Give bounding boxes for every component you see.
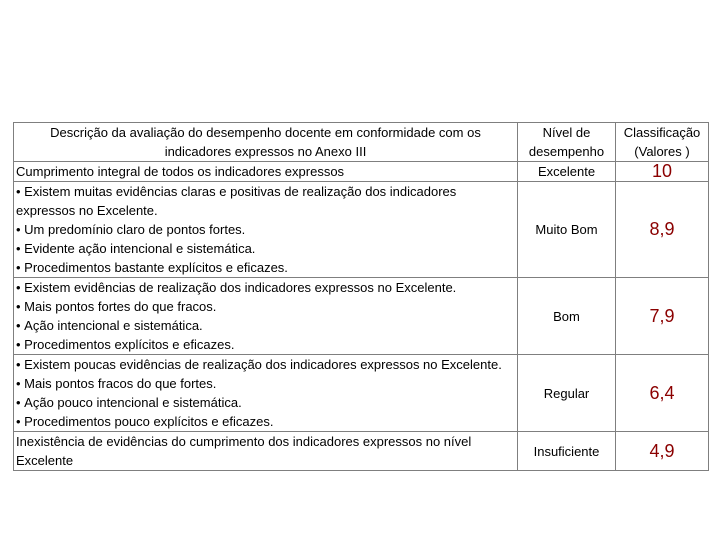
header-description: Descrição da avaliação do desempenho docente em conformidade com os indicadores expressos no Anexo III <box>14 123 518 162</box>
row-description <box>14 162 518 182</box>
description-line: • Um predomínio claro de pontos fortes. <box>16 220 515 239</box>
description-line: • Procedimentos pouco explícitos e eficazes. <box>16 412 515 431</box>
row-level: Regular <box>518 355 616 432</box>
row-score: 4,9 <box>616 432 709 471</box>
row-score: 8,9 <box>616 182 709 278</box>
table-row <box>14 355 709 432</box>
description-line: Cumprimento integral de todos os indicadores expressos <box>16 164 345 179</box>
description-line: • Mais pontos fortes do que fracos. <box>16 297 515 316</box>
table-row <box>14 432 709 471</box>
row-score: 10 <box>616 162 709 182</box>
header-rating-line1: Classificação <box>623 125 701 140</box>
row-score: 7,9 <box>616 278 709 355</box>
row-description <box>14 355 518 432</box>
table-row <box>14 278 709 355</box>
table-header-row <box>14 123 709 162</box>
row-level: Insuficiente <box>518 432 616 471</box>
header-level <box>518 123 616 162</box>
table-row <box>14 162 709 182</box>
row-level: Excelente <box>518 162 616 182</box>
row-level: Bom <box>518 278 616 355</box>
row-description <box>14 182 518 278</box>
header-rating-line2: (Valores ) <box>634 144 690 159</box>
table-row <box>14 182 709 278</box>
description-line: • Existem muitas evidências claras e positivas de realização dos indicadores expressos no Excelente. <box>16 182 515 220</box>
row-score: 6,4 <box>616 355 709 432</box>
row-description <box>14 278 518 355</box>
header-rating <box>616 123 709 162</box>
description-line: • Procedimentos bastante explícitos e eficazes. <box>16 258 515 277</box>
row-description <box>14 432 518 471</box>
description-line: • Mais pontos fracos do que fortes. <box>16 374 515 393</box>
description-line: • Existem poucas evidências de realização dos indicadores expressos no Excelente. <box>16 355 515 374</box>
description-line: • Procedimentos explícitos e eficazes. <box>16 335 515 354</box>
header-level-line1: Nível de <box>542 125 591 140</box>
description-line: • Evidente ação intencional e sistemática. <box>16 239 515 258</box>
description-line: • Ação intencional e sistemática. <box>16 316 515 335</box>
row-level: Muito Bom <box>518 182 616 278</box>
evaluation-table <box>13 122 709 471</box>
header-level-line2: desempenho <box>528 144 605 159</box>
description-line: Inexistência de evidências do cumprimento dos indicadores expressos no nível Excelente <box>16 434 472 468</box>
description-line: • Existem evidências de realização dos indicadores expressos no Excelente. <box>16 278 515 297</box>
description-line: • Ação pouco intencional e sistemática. <box>16 393 515 412</box>
